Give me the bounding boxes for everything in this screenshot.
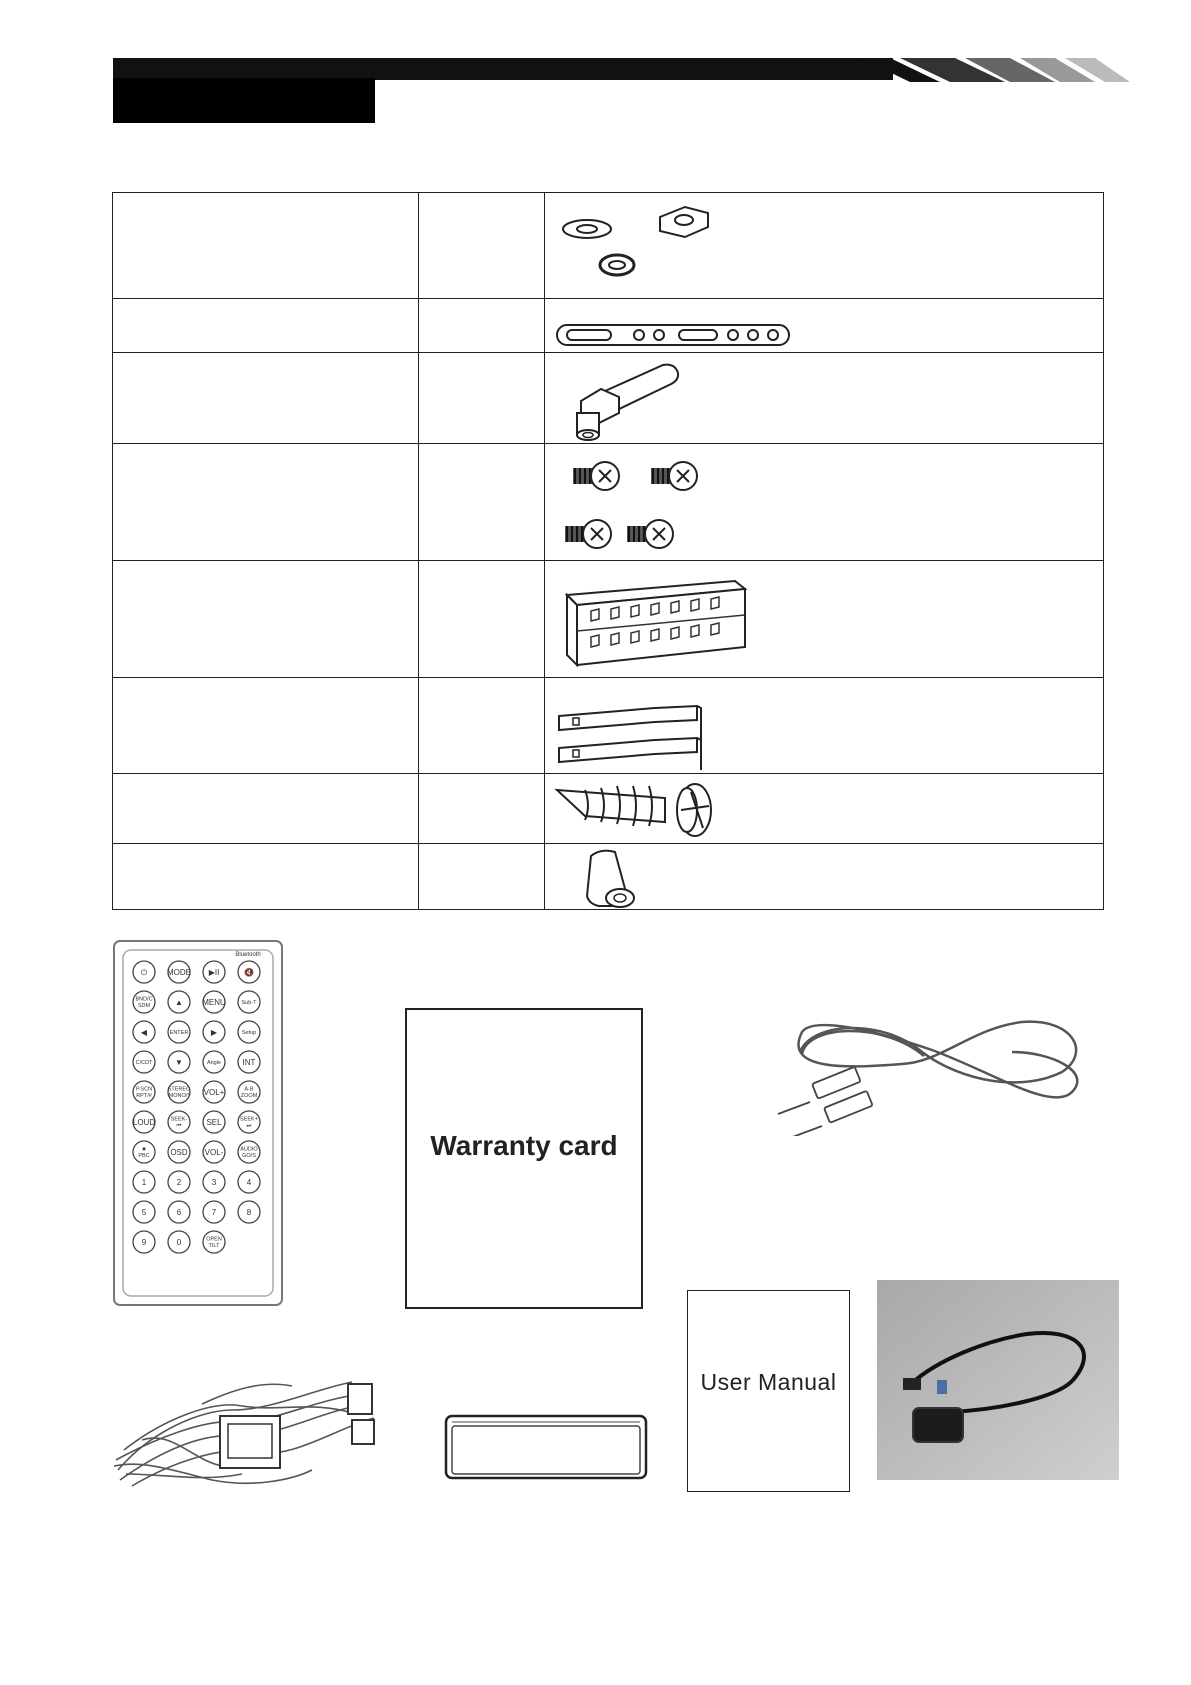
- rubber-cushion-icon: [545, 844, 685, 908]
- svg-text:RPT/#: RPT/#: [136, 1093, 152, 1100]
- svg-text:⏮: ⏮: [176, 1123, 182, 1130]
- svg-text:Angle: Angle: [206, 1059, 222, 1066]
- svg-text:7: 7: [211, 1207, 217, 1217]
- svg-text:P.SCN: P.SCN: [135, 1086, 153, 1093]
- remote-button[interactable]: [203, 961, 225, 983]
- mounting-sleeve-icon: [545, 561, 765, 673]
- svg-text:SDM: SDM: [137, 1003, 151, 1010]
- section-title-tab: [113, 78, 375, 123]
- header-stripes-decoration: [860, 58, 1130, 82]
- table-row: [113, 193, 1104, 299]
- svg-text:C/CDT: C/CDT: [135, 1059, 153, 1066]
- svg-text:▶: ▶: [210, 1027, 218, 1037]
- remote-button[interactable]: [203, 1051, 225, 1073]
- part-qty: [419, 444, 544, 464]
- svg-text:SEEK+: SEEK+: [240, 1116, 258, 1123]
- svg-text:INT: INT: [242, 1057, 256, 1067]
- part-name: [113, 444, 418, 464]
- remote-button[interactable]: [203, 1141, 225, 1163]
- svg-text:⏻: ⏻: [140, 967, 148, 977]
- part-name: [113, 844, 418, 864]
- user-manual: [687, 1290, 850, 1492]
- remote-button[interactable]: [168, 1051, 190, 1073]
- svg-text:■: ■: [142, 1146, 146, 1153]
- remote-button[interactable]: [133, 1111, 155, 1133]
- remote-button[interactable]: [168, 1111, 190, 1133]
- remote-button[interactable]: [168, 1081, 191, 1103]
- remote-button[interactable]: [168, 1201, 190, 1223]
- remote-button[interactable]: [167, 961, 191, 983]
- svg-text:GO/S: GO/S: [242, 1153, 256, 1160]
- remote-button[interactable]: [238, 1051, 260, 1073]
- wire-harness: [112, 1370, 382, 1490]
- washer-nut-icon: [545, 193, 745, 289]
- warranty-card: [405, 1008, 643, 1309]
- bluetooth-module-photo: [877, 1280, 1119, 1480]
- removal-keys-icon: [545, 678, 725, 770]
- warranty-card-title: Warranty card: [430, 1130, 618, 1161]
- svg-text:SEEK-: SEEK-: [170, 1116, 188, 1123]
- table-row: [113, 774, 1104, 844]
- table-row: [113, 678, 1104, 774]
- table-row: [113, 844, 1104, 910]
- svg-text:MODE: MODE: [167, 967, 191, 977]
- remote-button[interactable]: [203, 1111, 225, 1133]
- tapping-screw-icon: [545, 774, 725, 842]
- bluetooth-label: Bluetooth: [235, 952, 261, 958]
- user-manual-title: User Manual: [700, 1369, 837, 1395]
- svg-text:VOL-: VOL-: [204, 1147, 224, 1157]
- remote-button[interactable]: [238, 1111, 260, 1133]
- svg-text:OSD: OSD: [170, 1147, 188, 1157]
- svg-text:4: 4: [246, 1177, 252, 1187]
- bolt-icon: [545, 353, 705, 441]
- svg-text:MONO/*: MONO/*: [168, 1093, 190, 1100]
- part-name: [113, 299, 418, 319]
- part-qty: [419, 678, 544, 698]
- svg-text:0: 0: [176, 1237, 182, 1247]
- svg-text:PBC: PBC: [138, 1153, 150, 1160]
- remote-button[interactable]: [238, 1171, 260, 1193]
- part-name: [113, 193, 418, 213]
- svg-text:2: 2: [176, 1177, 182, 1187]
- aux-cable: [772, 1012, 1084, 1136]
- part-qty: [419, 193, 544, 213]
- aux-cable-icon: [772, 1012, 1084, 1136]
- table-row: [113, 561, 1104, 678]
- remote-button[interactable]: [133, 1051, 155, 1073]
- remote-button[interactable]: [238, 991, 260, 1013]
- remote-button[interactable]: [133, 1201, 155, 1223]
- remote-button[interactable]: [168, 1021, 190, 1043]
- svg-text:BND/C: BND/C: [135, 996, 153, 1003]
- faceplate-case-icon: [444, 1412, 648, 1482]
- table-row: [113, 299, 1104, 353]
- svg-text:MENU: MENU: [202, 997, 226, 1007]
- svg-text:AUDIO: AUDIO: [240, 1146, 258, 1153]
- svg-text:▶II: ▶II: [208, 967, 220, 977]
- remote-button[interactable]: [203, 1201, 225, 1223]
- remote-button[interactable]: [238, 1141, 260, 1163]
- part-name: [113, 774, 418, 794]
- svg-text:◀: ◀: [140, 1027, 148, 1037]
- table-row: [113, 444, 1104, 561]
- part-name: [113, 678, 418, 698]
- part-name: [113, 561, 418, 581]
- part-qty: [419, 353, 544, 373]
- remote-button[interactable]: [202, 991, 226, 1013]
- svg-text:Sub-T: Sub-T: [241, 999, 257, 1006]
- svg-text:▼: ▼: [175, 1057, 183, 1067]
- part-qty: [419, 561, 544, 581]
- remote-button[interactable]: [133, 961, 155, 983]
- remote-control-drawing: [113, 940, 283, 1306]
- svg-text:1: 1: [141, 1177, 147, 1187]
- header-bar: [113, 58, 893, 80]
- part-qty: [419, 299, 544, 319]
- svg-text:5: 5: [141, 1207, 147, 1217]
- svg-text:STEREO: STEREO: [167, 1086, 191, 1093]
- remote-button[interactable]: [203, 1021, 225, 1043]
- svg-text:⏭: ⏭: [246, 1123, 252, 1130]
- svg-text:9: 9: [141, 1237, 147, 1247]
- remote-button[interactable]: [238, 1201, 260, 1223]
- remote-button[interactable]: [133, 1231, 155, 1253]
- faceplate-case: [444, 1412, 648, 1482]
- remote-button[interactable]: [133, 1141, 155, 1163]
- remote-button[interactable]: [168, 1231, 190, 1253]
- remote-button[interactable]: [133, 1171, 155, 1193]
- remote-control: [113, 940, 283, 1306]
- remote-button[interactable]: [168, 1171, 190, 1193]
- remote-button[interactable]: [203, 1081, 225, 1103]
- svg-text:SEL: SEL: [206, 1117, 222, 1127]
- part-name: [113, 353, 418, 373]
- accessories-table: [112, 192, 1104, 910]
- svg-text:8: 8: [246, 1207, 252, 1217]
- remote-button[interactable]: [203, 1171, 225, 1193]
- bluetooth-module-icon: [877, 1280, 1119, 1480]
- table-row: [113, 353, 1104, 444]
- machine-screws-icon: [545, 444, 725, 556]
- remote-button[interactable]: [238, 961, 260, 983]
- remote-button[interactable]: [133, 991, 155, 1013]
- svg-text:ENTER: ENTER: [169, 1029, 189, 1036]
- part-qty: [419, 844, 544, 864]
- svg-text:TILT: TILT: [208, 1243, 220, 1250]
- remote-button[interactable]: [168, 1141, 190, 1163]
- svg-text:6: 6: [176, 1207, 182, 1217]
- remote-button[interactable]: [133, 1081, 155, 1103]
- remote-button[interactable]: [203, 1231, 225, 1253]
- remote-button[interactable]: [238, 1021, 260, 1043]
- part-qty: [419, 774, 544, 794]
- svg-text:▲: ▲: [175, 997, 183, 1007]
- remote-button[interactable]: [168, 991, 190, 1013]
- remote-button[interactable]: [133, 1021, 155, 1043]
- svg-text:Setup: Setup: [241, 1029, 257, 1036]
- svg-text:3: 3: [211, 1177, 217, 1187]
- svg-text:🔇: 🔇: [244, 967, 254, 977]
- wire-harness-icon: [112, 1370, 382, 1490]
- svg-text:A-B: A-B: [244, 1086, 254, 1093]
- svg-text:VOL+: VOL+: [203, 1087, 225, 1097]
- mounting-strap-icon: [545, 299, 805, 351]
- svg-text:ZOOM: ZOOM: [240, 1093, 258, 1100]
- svg-text:OPEN: OPEN: [206, 1236, 222, 1243]
- svg-text:LOUD: LOUD: [132, 1117, 156, 1127]
- remote-button[interactable]: [238, 1081, 260, 1103]
